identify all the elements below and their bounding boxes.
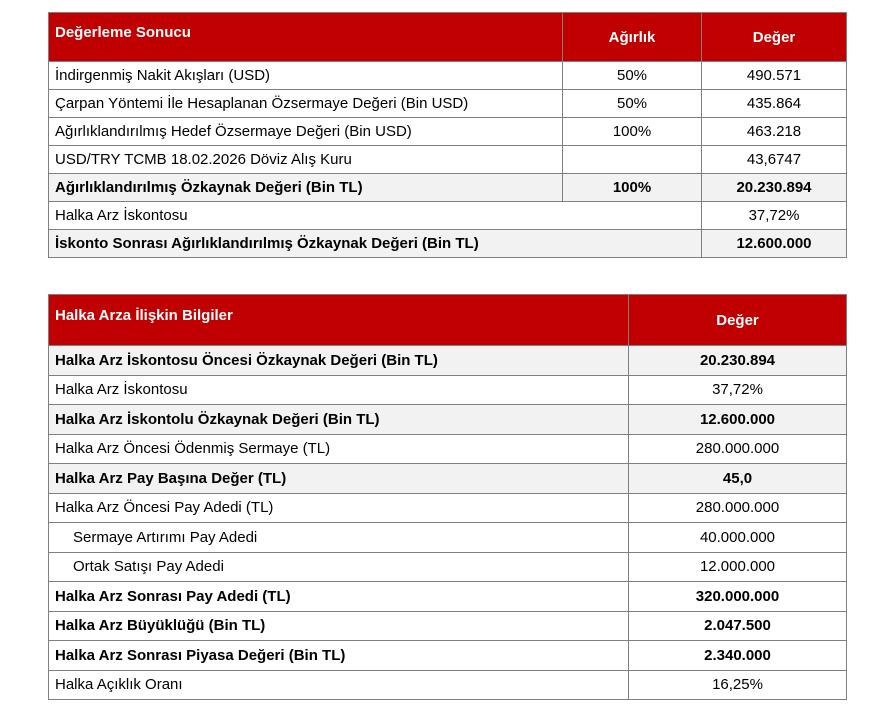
row-value: 20.230.894 — [629, 346, 847, 376]
row-label: Halka Arz Sonrası Piyasa Değeri (Bin TL) — [49, 641, 629, 671]
row-label: Halka Arz Sonrası Pay Adedi (TL) — [49, 582, 629, 612]
table-row-sub — [49, 523, 847, 553]
table-row — [49, 493, 847, 523]
row-label: Halka Arz Öncesi Ödenmiş Sermaye (TL) — [49, 434, 629, 464]
row-value: 490.571 — [702, 62, 847, 90]
row-value: 40.000.000 — [629, 523, 847, 553]
header-weight: Ağırlık — [563, 13, 702, 62]
row-label: Halka Arz İskontolu Özkaynak Değeri (Bin TL) — [49, 405, 629, 435]
row-label: Halka Arz Büyüklüğü (Bin TL) — [49, 611, 629, 641]
row-value: 463.218 — [702, 118, 847, 146]
row-value: 320.000.000 — [629, 582, 847, 612]
table-row-total — [49, 174, 847, 202]
row-label: Ortak Satışı Pay Adedi — [49, 552, 629, 582]
row-label: Halka Arz İskontosu — [49, 375, 629, 405]
table-row — [49, 90, 847, 118]
table-row — [49, 434, 847, 464]
row-value: 12.600.000 — [702, 230, 847, 258]
row-value: 12.600.000 — [629, 405, 847, 435]
header-title: Halka Arza İlişkin Bilgiler — [49, 295, 629, 346]
ipo-info-table — [48, 294, 847, 700]
table-row — [49, 118, 847, 146]
table-row — [49, 405, 847, 435]
row-label: Halka Arz Pay Başına Değer (TL) — [49, 464, 629, 494]
row-label: Halka Arz İskontosu — [49, 202, 702, 230]
table-header-row — [49, 295, 847, 346]
row-label: Halka Arz İskontosu Öncesi Özkaynak Değeri (Bin TL) — [49, 346, 629, 376]
row-value: 37,72% — [702, 202, 847, 230]
table-row — [49, 611, 847, 641]
row-label: Çarpan Yöntemi İle Hesaplanan Özsermaye Değeri (Bin USD) — [49, 90, 563, 118]
row-label: USD/TRY TCMB 18.02.2026 Döviz Alış Kuru — [49, 146, 563, 174]
header-value: Değer — [702, 13, 847, 62]
table-row — [49, 464, 847, 494]
table-row-sub — [49, 552, 847, 582]
table-row — [49, 641, 847, 671]
row-value: 280.000.000 — [629, 493, 847, 523]
table-row-total — [49, 230, 847, 258]
table-row — [49, 670, 847, 700]
row-value: 16,25% — [629, 670, 847, 700]
row-value: 280.000.000 — [629, 434, 847, 464]
row-value: 12.000.000 — [629, 552, 847, 582]
row-value: 2.047.500 — [629, 611, 847, 641]
table-row — [49, 202, 847, 230]
row-label: Ağırlıklandırılmış Özkaynak Değeri (Bin TL) — [49, 174, 563, 202]
row-label: Halka Arz Öncesi Pay Adedi (TL) — [49, 493, 629, 523]
row-weight: 50% — [563, 90, 702, 118]
row-value: 45,0 — [629, 464, 847, 494]
row-label: Ağırlıklandırılmış Hedef Özsermaye Değeri (Bin USD) — [49, 118, 563, 146]
row-label: Halka Açıklık Oranı — [49, 670, 629, 700]
table-row — [49, 62, 847, 90]
row-weight: 100% — [563, 118, 702, 146]
row-label: İndirgenmiş Nakit Akışları (USD) — [49, 62, 563, 90]
row-weight: 50% — [563, 62, 702, 90]
row-value: 43,6747 — [702, 146, 847, 174]
row-value: 435.864 — [702, 90, 847, 118]
table-header-row — [49, 13, 847, 62]
valuation-result-table — [48, 12, 847, 258]
row-value: 20.230.894 — [702, 174, 847, 202]
row-value: 2.340.000 — [629, 641, 847, 671]
row-label: Sermaye Artırımı Pay Adedi — [49, 523, 629, 553]
header-title: Değerleme Sonucu — [49, 13, 563, 62]
table-row — [49, 146, 847, 174]
row-weight: 100% — [563, 174, 702, 202]
row-label: İskonto Sonrası Ağırlıklandırılmış Özkaynak Değeri (Bin TL) — [49, 230, 702, 258]
table-row — [49, 582, 847, 612]
table-row — [49, 375, 847, 405]
row-value: 37,72% — [629, 375, 847, 405]
row-weight — [563, 146, 702, 174]
table-row — [49, 346, 847, 376]
header-value: Değer — [629, 295, 847, 346]
